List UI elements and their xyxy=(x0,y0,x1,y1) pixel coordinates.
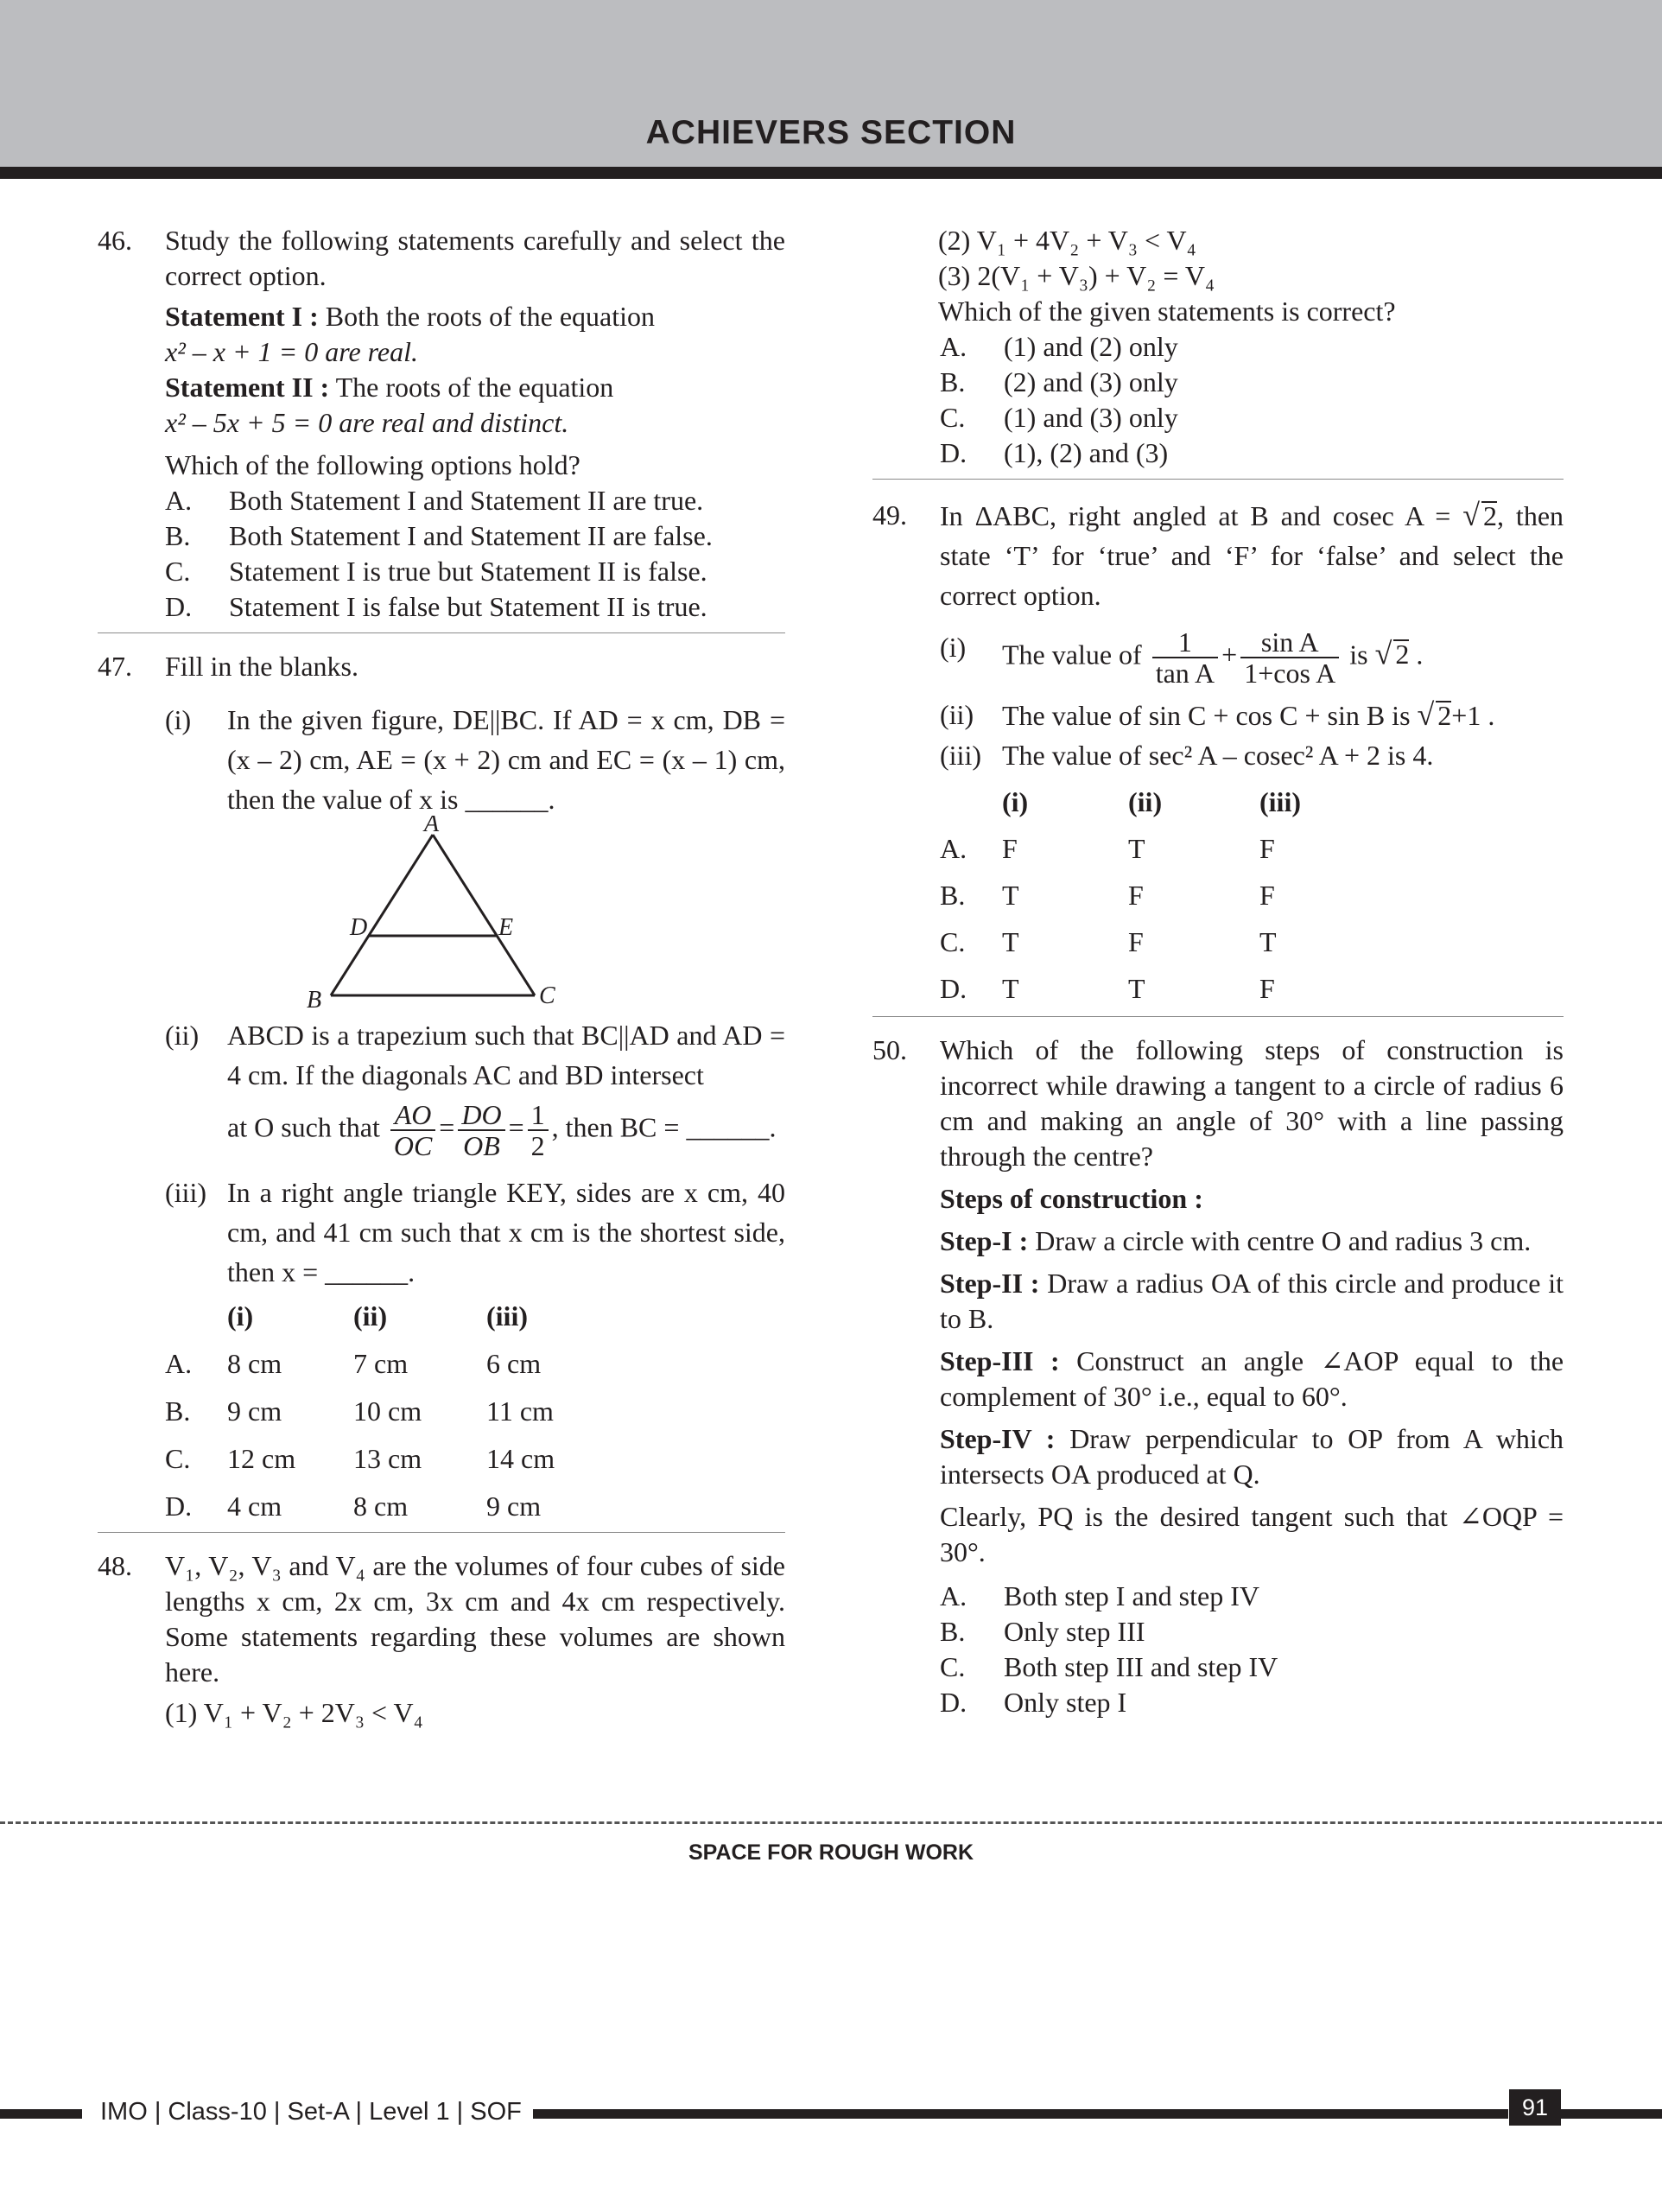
step-label: Step-IV : xyxy=(940,1423,1056,1454)
option-b[interactable] xyxy=(940,365,1564,400)
sub-question-iii xyxy=(165,1173,785,1292)
side-ab xyxy=(331,835,433,995)
table-header: (ii) xyxy=(353,1300,388,1332)
table-cell: 8 cm xyxy=(353,1491,409,1522)
page-number: 91 xyxy=(1509,2089,1561,2126)
question-ask: Which of the following options hold? xyxy=(165,449,580,480)
option-letter: D. xyxy=(940,437,967,468)
radical-sign: √ xyxy=(1462,498,1481,532)
denominator: 2 xyxy=(530,1130,545,1161)
option-a[interactable] xyxy=(940,1579,1564,1614)
sub-question-i xyxy=(940,627,1564,688)
sub-question-i xyxy=(165,700,785,819)
table-header: (iii) xyxy=(486,1300,528,1332)
sub-text: The value of $\frac{1}{\text{tan A}}$ + $\frac{\text{sin A}}{\text{1+cos A}}$ is √ 2 . xyxy=(1002,626,1424,689)
table-cell: T xyxy=(1259,926,1277,957)
rough-work-label: SPACE FOR ROUGH WORK xyxy=(688,1840,974,1865)
answer-table xyxy=(940,782,1564,1008)
radicand: 2 xyxy=(1483,500,1498,531)
denominator: tan A xyxy=(1155,658,1215,689)
fraction-one-half xyxy=(528,1100,549,1160)
numerator: DO xyxy=(458,1100,504,1131)
question-ask: Which of the given statements is correct? xyxy=(938,296,1396,327)
option-b[interactable] xyxy=(165,518,785,554)
sub-label: (i) xyxy=(165,704,192,735)
sub-question-ii xyxy=(165,1015,785,1095)
option-b-letter[interactable]: B. xyxy=(165,1395,191,1427)
option-d-letter[interactable]: D. xyxy=(940,973,967,1004)
answer-table xyxy=(165,1299,785,1524)
question-50 xyxy=(872,1033,1564,1720)
option-text: Both Statement I and Statement II are true. xyxy=(229,485,704,516)
option-letter: B. xyxy=(165,520,191,551)
option-letter: B. xyxy=(940,1616,966,1647)
fraction-sin-over-1pcos xyxy=(1240,627,1339,688)
fraction-ao-oc xyxy=(390,1100,435,1160)
table-cell: 11 cm xyxy=(486,1395,554,1427)
rough-work-divider xyxy=(0,1821,1662,1824)
numerator: 1 xyxy=(528,1100,549,1131)
vertex-c-label: C xyxy=(539,982,555,1009)
option-text: (1) and (3) only xyxy=(1004,402,1178,433)
table-corner xyxy=(165,1299,227,1334)
statement-1: (1) V₁ + V₂ + 2V₃ < V₄ xyxy=(165,1697,423,1728)
statement-text: Both the roots of the equation xyxy=(325,301,655,332)
sub-text: In the given figure, DE||BC. If AD = x cm, DB = (x – 2) cm, AE = (x + 2) cm and EC = (x – 1) cm, then the value of x is ______. xyxy=(227,704,785,815)
sub-label: (ii) xyxy=(940,699,974,730)
vertex-d-label: D xyxy=(350,914,368,941)
text-part: The value of sin C + cos C + sin B is xyxy=(1002,700,1411,731)
denominator: OB xyxy=(463,1130,500,1161)
option-letter: D. xyxy=(940,1687,967,1718)
question-number: 50. xyxy=(872,1034,907,1065)
option-a[interactable] xyxy=(165,483,785,518)
option-text: Both Statement I and Statement II are false. xyxy=(229,520,713,551)
fraction-do-ob xyxy=(458,1100,504,1160)
option-b-letter[interactable]: B. xyxy=(940,880,966,911)
table-cell: 4 cm xyxy=(227,1491,282,1522)
sub-question-iii xyxy=(940,735,1564,775)
right-column xyxy=(872,223,1564,1720)
option-text: (1), (2) and (3) xyxy=(1004,437,1169,468)
statement-equation: x² – 5x + 5 = 0 are real and distinct. xyxy=(165,407,569,438)
numerator: sin A xyxy=(1240,627,1339,658)
table-cell: 7 cm xyxy=(353,1348,409,1379)
sub-label: (iii) xyxy=(165,1177,206,1208)
option-letter: B. xyxy=(940,366,966,397)
question-number: 46. xyxy=(98,225,132,256)
step-text: Construct an angle ∠AOP equal to the complement of 30° i.e., equal to 60°. xyxy=(940,1345,1564,1412)
footer-bar xyxy=(1561,2109,1662,2119)
question-separator xyxy=(872,1016,1564,1017)
section-title: ACHIEVERS SECTION xyxy=(645,114,1017,151)
step-label: Step-II : xyxy=(940,1268,1040,1299)
option-text: (1) and (2) only xyxy=(1004,331,1178,362)
statement-2 xyxy=(165,370,785,441)
table-cell: T xyxy=(1128,833,1145,864)
step-label: Step-I : xyxy=(940,1225,1029,1256)
text-part: is xyxy=(1349,639,1368,671)
option-text: Both step I and step IV xyxy=(1004,1580,1259,1611)
option-text: Both step III and step IV xyxy=(1004,1651,1278,1682)
left-column xyxy=(98,223,785,1731)
option-letter: C. xyxy=(940,1651,966,1682)
question-number: 48. xyxy=(98,1550,132,1581)
option-a[interactable] xyxy=(940,329,1564,365)
question-49 xyxy=(872,495,1564,1008)
table-header: (i) xyxy=(227,1300,254,1332)
sub-label: (ii) xyxy=(165,1020,200,1051)
question-stem xyxy=(940,495,1564,615)
step-text: Draw perpendicular to OP from A which intersects OA produced at Q. xyxy=(940,1423,1564,1490)
option-letter: A. xyxy=(940,331,967,362)
option-letter: C. xyxy=(165,556,191,587)
formula-end: , then BC = ______. xyxy=(551,1111,777,1143)
numerator: AO xyxy=(390,1100,435,1131)
option-a-letter[interactable]: A. xyxy=(940,833,967,864)
side-ac xyxy=(433,835,535,995)
option-text: Statement I is true but Statement II is false. xyxy=(229,556,707,587)
radicand: 2 xyxy=(1395,639,1410,671)
option-d-letter[interactable]: D. xyxy=(165,1491,193,1522)
denominator: 1+cos A xyxy=(1244,658,1336,689)
table-cell: T xyxy=(1002,880,1019,911)
question-46 xyxy=(98,223,785,625)
option-letter: C. xyxy=(940,402,966,433)
table-cell: T xyxy=(1002,973,1019,1004)
table-cell: 6 cm xyxy=(486,1348,542,1379)
table-cell: F xyxy=(1259,973,1275,1004)
step-1 xyxy=(940,1224,1564,1259)
table-cell: 14 cm xyxy=(486,1443,555,1474)
option-d[interactable] xyxy=(940,435,1564,471)
sub-text: The value of sec² A – cosec² A + 2 is 4. xyxy=(1002,740,1434,771)
option-text: Statement I is false but Statement II is true. xyxy=(229,591,707,622)
table-cell: 12 cm xyxy=(227,1443,296,1474)
steps-title-text: Steps of construction : xyxy=(940,1183,1203,1214)
step-label: Step-III : xyxy=(940,1345,1060,1376)
statement-3: (3) 2(V₁ + V₃) + V₂ = V₄ xyxy=(938,260,1215,291)
question-stem: Fill in the blanks. xyxy=(165,651,358,682)
table-corner xyxy=(940,782,1002,822)
denominator: OC xyxy=(393,1130,433,1161)
option-a-letter[interactable]: A. xyxy=(165,1348,193,1379)
conclusion: Clearly, PQ is the desired tangent such that ∠OQP = 30°. xyxy=(940,1501,1564,1567)
option-letter: A. xyxy=(940,1580,967,1611)
option-c[interactable] xyxy=(940,1649,1564,1685)
option-c-letter[interactable]: C. xyxy=(165,1443,191,1474)
option-text: Only step I xyxy=(1004,1687,1127,1718)
question-48-continued xyxy=(872,223,1564,471)
table-cell: F xyxy=(1128,926,1144,957)
table-cell: F xyxy=(1259,833,1275,864)
question-stem: Which of the following steps of construction is incorrect while drawing a tangent to a circle of radius 6 cm and making an angle of 30° with a line passing through the centre? xyxy=(940,1034,1564,1172)
table-cell: T xyxy=(1128,973,1145,1004)
question-separator xyxy=(98,1532,785,1533)
question-stem: Study the following statements carefully and select the correct option. xyxy=(165,225,785,291)
question-number: 47. xyxy=(98,651,132,682)
header-rule xyxy=(0,167,1662,179)
sub-label: (iii) xyxy=(940,740,981,771)
statement-equation: x² – x + 1 = 0 are real. xyxy=(165,336,419,367)
stem-part: , then state ‘T’ for ‘true’ and ‘F’ for ‘false’ and select the correct option. xyxy=(940,500,1564,611)
statement-text: The roots of the equation xyxy=(335,372,614,403)
step-2 xyxy=(940,1266,1564,1337)
table-header: (ii) xyxy=(1128,786,1163,817)
table-cell: 13 cm xyxy=(353,1443,422,1474)
sub-text xyxy=(1002,695,1564,735)
question-separator xyxy=(98,632,785,633)
option-text: (2) and (3) only xyxy=(1004,366,1178,397)
table-cell: F xyxy=(1128,880,1144,911)
table-header: (iii) xyxy=(1259,786,1301,817)
vertex-e-label: E xyxy=(498,914,514,941)
vertex-b-label: B xyxy=(307,987,322,1010)
sub-question-ii-formula: at O such that $\frac{AO}{OC}$ = $\frac{DO}{OB}$ = $\frac{1}{2}$ , then BC = ______. xyxy=(227,1099,777,1161)
stem-part: In ΔABC, right angled at B and cosec A = xyxy=(940,500,1451,531)
text-part: The value of xyxy=(1002,639,1142,671)
table-cell: T xyxy=(1002,926,1019,957)
option-text: Only step III xyxy=(1004,1616,1145,1647)
sub-text: In a right angle triangle KEY, sides are x cm, 40 cm, and 41 cm such that x cm is the shortest side, then x = ______. xyxy=(227,1177,785,1287)
footer-text: IMO | Class-10 | Set-A | Level 1 | SOF xyxy=(100,2098,522,2126)
statement-label: Statement II : xyxy=(165,372,330,403)
triangle-figure xyxy=(295,816,571,1010)
option-c[interactable] xyxy=(165,554,785,589)
option-b[interactable] xyxy=(940,1614,1564,1649)
formula-lead: at O such that xyxy=(227,1111,380,1143)
table-header: (i) xyxy=(1002,786,1029,817)
option-letter: A. xyxy=(165,485,193,516)
footer-bar xyxy=(533,2109,1508,2119)
radical-sign: √ xyxy=(1417,697,1435,732)
radical-sign: √ xyxy=(1374,636,1392,671)
steps-title xyxy=(940,1181,1564,1217)
option-c-letter[interactable]: C. xyxy=(940,926,966,957)
table-cell: F xyxy=(1002,833,1018,864)
table-cell: 9 cm xyxy=(227,1395,282,1427)
footer-bar xyxy=(0,2109,82,2119)
numerator: 1 xyxy=(1152,627,1218,658)
question-number: 49. xyxy=(872,499,907,531)
statement-2: (2) V₁ + 4V₂ + V₃ < V₄ xyxy=(938,225,1196,256)
step-text: Draw a circle with centre O and radius 3 cm. xyxy=(1035,1225,1532,1256)
question-47 xyxy=(98,649,785,1524)
sub-label: (i) xyxy=(940,632,967,663)
sub-text: ABCD is a trapezium such that BC||AD and AD = 4 cm. If the diagonals AC and BD intersect xyxy=(227,1020,785,1090)
step-4 xyxy=(940,1421,1564,1492)
table-cell: 8 cm xyxy=(227,1348,282,1379)
option-c[interactable] xyxy=(940,400,1564,435)
table-cell: F xyxy=(1259,880,1275,911)
step-text: Draw a radius OA of this circle and produce it to B. xyxy=(940,1268,1564,1334)
table-cell: 10 cm xyxy=(353,1395,422,1427)
statement-1 xyxy=(165,299,785,370)
option-letter: D. xyxy=(165,591,193,622)
step-3 xyxy=(940,1344,1564,1414)
question-separator xyxy=(872,479,1564,480)
text-part: +1 . xyxy=(1451,700,1495,731)
question-stem: V₁, V₂, V₃ and V₄ are the volumes of four cubes of side lengths x cm, 2x cm, 3x cm and 4x cm respectively. Some statements regarding these volumes are shown here. xyxy=(165,1550,785,1688)
vertex-a-label: A xyxy=(424,816,440,837)
fraction-1-over-tan xyxy=(1152,627,1218,688)
table-cell: 9 cm xyxy=(486,1491,542,1522)
sub-question-ii xyxy=(940,695,1564,735)
radicand: 2 xyxy=(1437,700,1452,731)
option-d[interactable] xyxy=(165,589,785,625)
question-48 xyxy=(98,1548,785,1731)
option-d[interactable] xyxy=(940,1685,1564,1720)
statement-label: Statement I : xyxy=(165,301,319,332)
